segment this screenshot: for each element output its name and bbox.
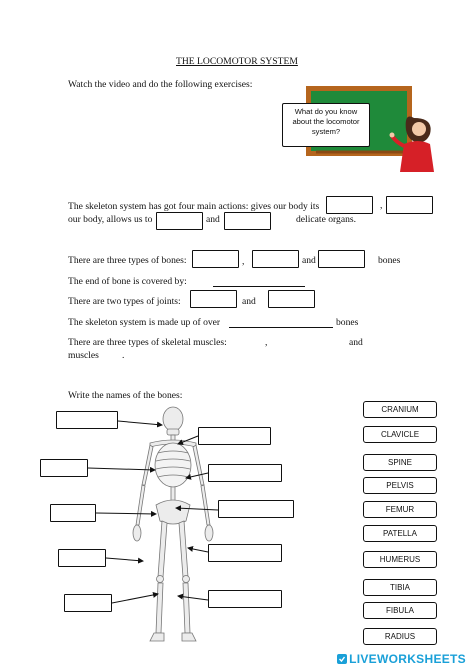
q1-line2-start: our body, allows us to [68, 214, 153, 225]
liveworksheets-logo-icon [336, 653, 348, 665]
q1-comma: , [380, 200, 383, 211]
bone-answer-box-3[interactable] [40, 459, 88, 477]
bone-answer-box-8[interactable] [208, 544, 282, 562]
bone-answer-box-1[interactable] [56, 411, 118, 429]
word-pelvis[interactable]: PELVIS [363, 477, 437, 494]
word-tibia[interactable]: TIBIA [363, 579, 437, 596]
q4-text: There are two types of joints: [68, 296, 181, 307]
page-title: THE LOCOMOTOR SYSTEM [176, 56, 298, 67]
bone-answer-box-7[interactable] [58, 549, 106, 567]
q1-line1: The skeleton system has got four main actions: gives our body its [68, 201, 320, 212]
q6-dot: . [122, 350, 125, 361]
q6-comma: , [265, 337, 268, 348]
bone-answer-box-5[interactable] [50, 504, 96, 522]
word-humerus[interactable]: HUMERUS [363, 551, 437, 568]
q5-end: bones [336, 317, 359, 328]
word-fibula[interactable]: FIBULA [363, 602, 437, 619]
word-cranium[interactable]: CRANIUM [363, 401, 437, 418]
word-patella[interactable]: PATELLA [363, 525, 437, 542]
q2-end: bones [378, 255, 401, 266]
q2-and: and [302, 255, 316, 266]
bone-answer-box-9[interactable] [64, 594, 112, 612]
bone-answer-box-6[interactable] [218, 500, 294, 518]
q4-and: and [242, 296, 256, 307]
bone-answer-box-4[interactable] [208, 464, 282, 482]
speech-bubble-text: What do you know about the locomotor system? [292, 107, 360, 136]
bones-instruction: Write the names of the bones: [68, 390, 183, 401]
liveworksheets-brand[interactable]: LIVEWORKSHEETS [349, 652, 466, 666]
bone-answer-box-2[interactable] [198, 427, 271, 445]
q1-and: and [206, 214, 220, 225]
q3-text: The end of bone is covered by: [68, 276, 187, 287]
q2-text: There are three types of bones: [68, 255, 187, 266]
word-spine[interactable]: SPINE [363, 454, 437, 471]
q6-line2: muscles [68, 350, 99, 361]
q1-line2-end: delicate organs. [296, 214, 357, 225]
q2-comma: , [242, 256, 245, 267]
word-clavicle[interactable]: CLAVICLE [363, 426, 437, 443]
word-radius[interactable]: RADIUS [363, 628, 437, 645]
intro-text: Watch the video and do the following exercises: [68, 79, 253, 90]
q5-text: The skeleton system is made up of over [68, 317, 221, 328]
q6-and: and [349, 337, 363, 348]
q6-text: There are three types of skeletal muscles: [68, 337, 227, 348]
bone-answer-box-10[interactable] [208, 590, 282, 608]
word-femur[interactable]: FEMUR [363, 501, 437, 518]
